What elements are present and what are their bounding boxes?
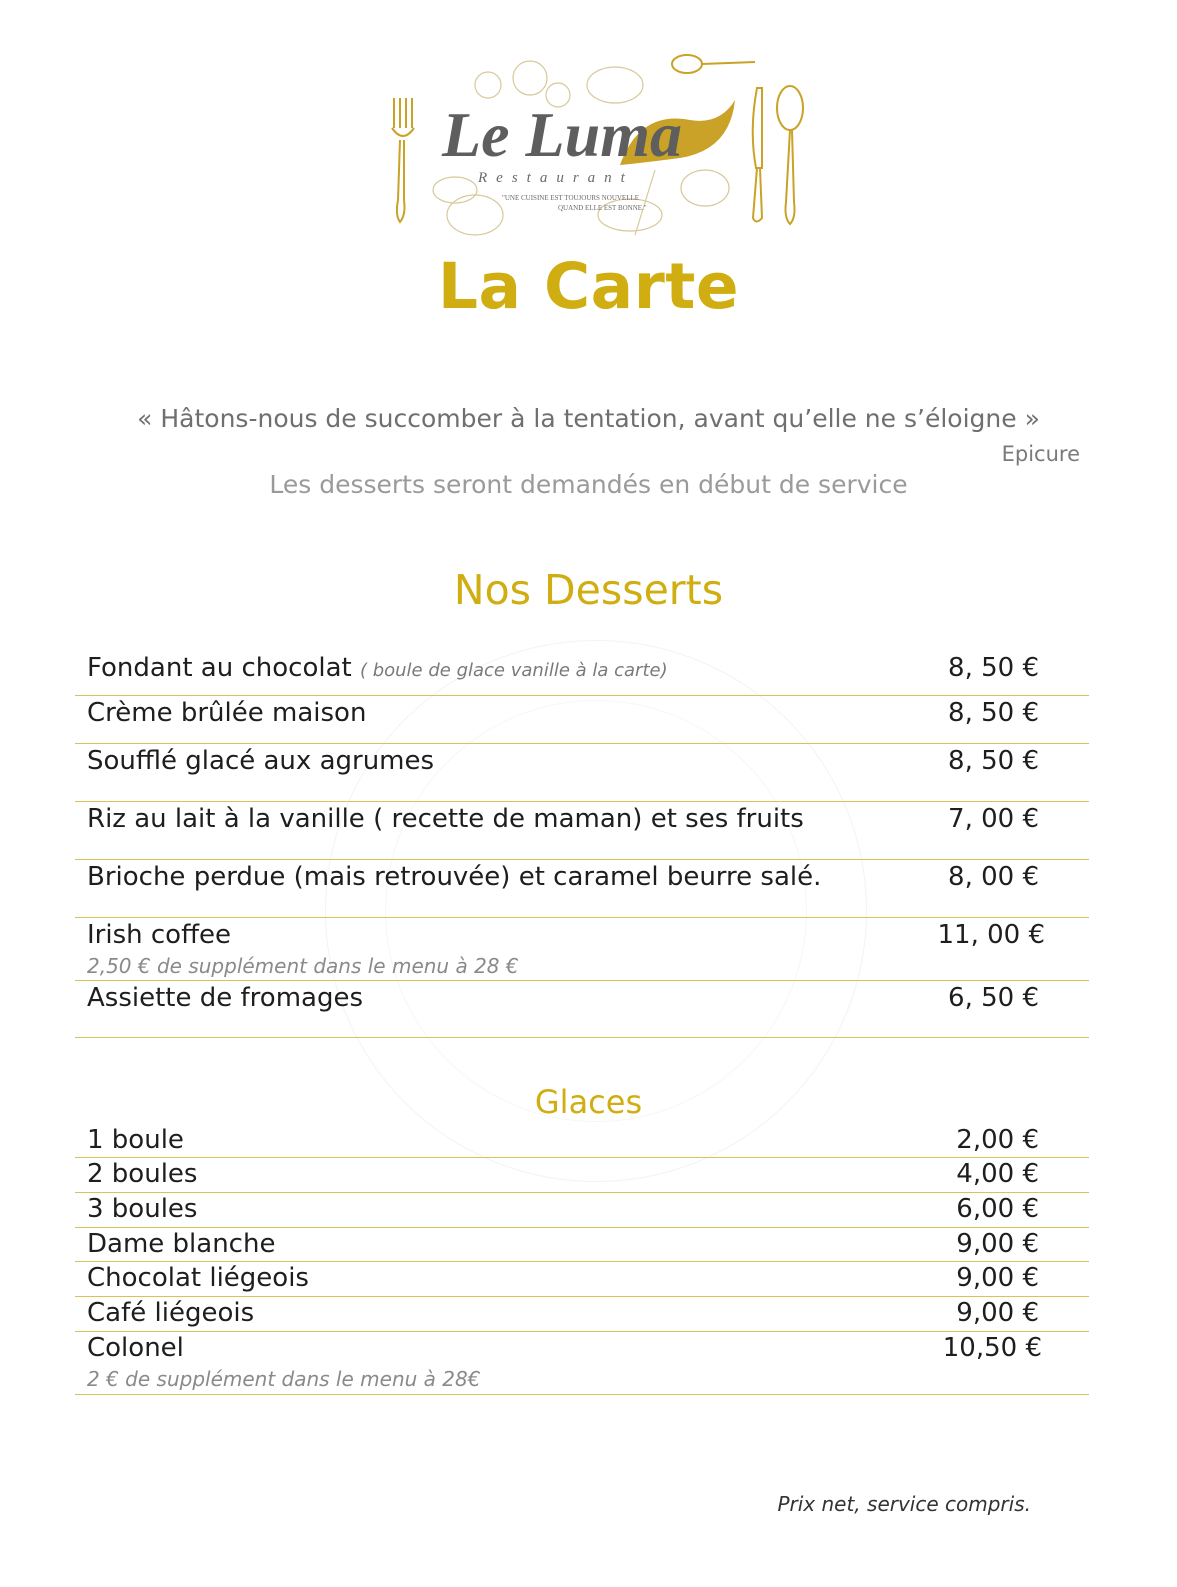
dessert-item-name: Assiette de fromages [87,983,363,1013]
dessert-item-fondant [75,648,1089,696]
glace-item-name: 1 boule [87,1125,184,1155]
glaces-section-title: Glaces [534,1083,643,1121]
quote-text: « Hâtons-nous de succomber à la tentation, avant qu’elle ne s’éloigne » [137,404,1040,433]
glace-item-price: 10,50 € [942,1333,1042,1363]
glace-item-name: 3 boules [87,1194,198,1224]
dessert-item-price: 11, 00 € [937,920,1045,950]
dessert-item-souffle [75,744,1089,802]
glace-item-price: 9,00 € [956,1229,1039,1259]
dessert-item-name-text: Fondant au chocolat [87,653,352,683]
dessert-item-irish-coffee [75,918,1089,981]
glace-item-price: 4,00 € [956,1159,1039,1189]
glace-item-price: 9,00 € [956,1298,1039,1328]
dessert-item-note: 2,50 € de supplément dans le menu à 28 € [87,954,519,978]
glace-item-price: 9,00 € [956,1263,1039,1293]
dessert-item-name: Riz au lait à la vanille ( recette de maman) et ses fruits [87,804,804,834]
logo-tagline-text: Restaurant [478,170,634,186]
dessert-item-name: Crème brûlée maison [87,698,367,728]
dessert-item-riz-au-lait [75,802,1089,860]
glace-item-cafe-liegeois [75,1297,1089,1332]
glace-item-1-boule [75,1124,1089,1158]
dessert-item-price: 7, 00 € [948,804,1039,834]
service-notice: Les desserts seront demandés en début de service [269,470,908,499]
dessert-item-name: Soufflé glacé aux agrumes [87,746,435,776]
logo-brand-text: Le Luma [442,99,682,170]
dessert-item-brioche [75,860,1089,918]
dessert-item-price: 8, 50 € [948,698,1039,728]
glace-item-price: 6,00 € [956,1194,1039,1224]
restaurant-logo [380,40,810,245]
dessert-item-note: ( boule de glace vanille à la carte) [359,660,668,681]
knife-icon [753,88,762,222]
spoon-top-icon [672,55,755,73]
dessert-item-creme-brulee [75,696,1089,744]
glace-item-chocolat-liegeois [75,1262,1089,1297]
glace-item-name: Colonel [87,1333,184,1363]
glace-item-2-boules [75,1158,1089,1193]
dessert-item-name: Brioche perdue (mais retrouvée) et caramel beurre salé. [87,862,822,892]
glaces-list [75,1124,1089,1395]
glace-item-price: 2,00 € [956,1125,1039,1155]
glace-item-name: Dame blanche [87,1229,276,1259]
page-title: La Carte [437,250,740,323]
logo-motto-line1: "UNE CUISINE EST TOUJOURS NOUVELLE [502,194,640,202]
price-footnote: Prix net, service compris. [777,1492,1031,1516]
dessert-item-price: 8, 50 € [948,653,1039,683]
dessert-item-price: 8, 00 € [948,862,1039,892]
glace-item-name: Café liégeois [87,1298,255,1328]
glace-item-name: Chocolat liégeois [87,1263,309,1293]
desserts-section-title: Nos Desserts [453,566,724,614]
dessert-item-name [87,653,668,683]
glace-item-note: 2 € de supplément dans le menu à 28€ [87,1367,481,1391]
dessert-item-name: Irish coffee [87,920,231,950]
spoon-icon [777,86,803,224]
dessert-item-price: 8, 50 € [948,746,1039,776]
glace-item-colonel [75,1332,1089,1395]
dessert-item-price: 6, 50 € [948,983,1039,1013]
glace-item-3-boules [75,1193,1089,1228]
glace-item-name: 2 boules [87,1159,198,1189]
desserts-list [75,648,1089,1038]
dessert-item-fromages [75,981,1089,1038]
glace-item-dame-blanche [75,1228,1089,1262]
quote-author: Epicure [1001,442,1080,466]
logo-motto-line2: QUAND ELLE EST BONNE." [558,204,647,212]
fork-icon [392,98,414,222]
